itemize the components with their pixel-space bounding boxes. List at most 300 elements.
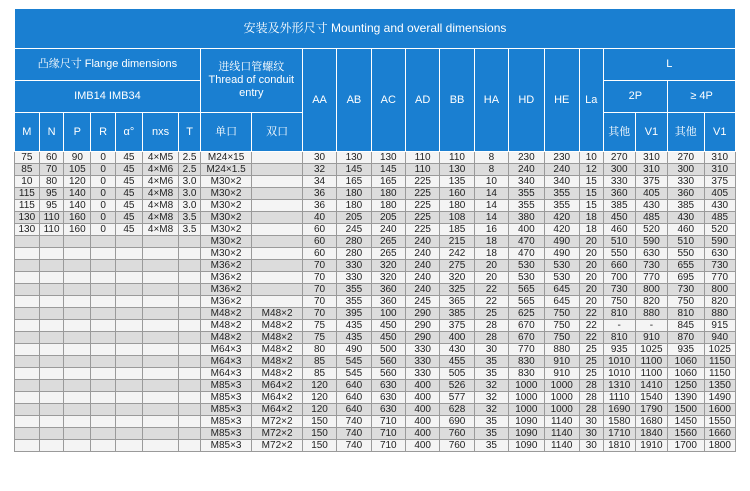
table-cell bbox=[91, 272, 116, 284]
table-cell: 185 bbox=[440, 224, 474, 236]
table-cell: 240 bbox=[544, 164, 579, 176]
table-cell: 655 bbox=[668, 260, 705, 272]
table-cell: 830 bbox=[509, 356, 544, 368]
table-cell: 245 bbox=[337, 224, 371, 236]
table-cell: 36 bbox=[302, 188, 336, 200]
table-cell: 505 bbox=[440, 368, 474, 380]
table-cell: 740 bbox=[337, 416, 371, 428]
table-cell: M48×2 bbox=[252, 344, 302, 356]
table-cell bbox=[91, 392, 116, 404]
table-cell: 375 bbox=[704, 176, 735, 188]
table-cell: 430 bbox=[635, 200, 667, 212]
col-P: P bbox=[64, 113, 91, 152]
table-cell: 800 bbox=[704, 284, 735, 296]
table-cell: 75 bbox=[302, 320, 336, 332]
table-cell: 770 bbox=[704, 272, 735, 284]
table-cell bbox=[91, 296, 116, 308]
col-BB: BB bbox=[440, 49, 474, 152]
table-cell: 4×M8 bbox=[142, 212, 179, 224]
table-cell bbox=[142, 260, 179, 272]
table-cell: 115 bbox=[15, 188, 40, 200]
table-cell: M64×3 bbox=[200, 368, 252, 380]
table-cell: 110 bbox=[440, 152, 474, 164]
table-cell: M30×2 bbox=[200, 236, 252, 248]
table-cell: 1390 bbox=[668, 392, 705, 404]
table-cell bbox=[142, 320, 179, 332]
table-cell bbox=[91, 428, 116, 440]
table-cell: 25 bbox=[579, 356, 603, 368]
table-cell bbox=[15, 320, 40, 332]
table-cell: 45 bbox=[115, 176, 142, 188]
table-cell bbox=[15, 428, 40, 440]
table-cell: 18 bbox=[474, 236, 508, 248]
table-cell bbox=[91, 284, 116, 296]
table-cell: M48×2 bbox=[200, 332, 252, 344]
table-header bbox=[15, 9, 736, 152]
table-cell: 22 bbox=[474, 296, 508, 308]
table-cell: 1100 bbox=[635, 368, 667, 380]
table-cell bbox=[142, 428, 179, 440]
table-cell: 22 bbox=[579, 320, 603, 332]
table-cell: 28 bbox=[579, 392, 603, 404]
table-cell: 430 bbox=[704, 200, 735, 212]
table-cell: 0 bbox=[91, 200, 116, 212]
table-cell: 550 bbox=[603, 248, 635, 260]
table-cell: 565 bbox=[509, 284, 544, 296]
table-cell: 25 bbox=[579, 344, 603, 356]
table-cell: 820 bbox=[704, 296, 735, 308]
table-cell: 760 bbox=[440, 428, 474, 440]
table-cell bbox=[142, 416, 179, 428]
table-cell: 130 bbox=[337, 152, 371, 164]
table-cell: 8 bbox=[474, 164, 508, 176]
table-cell: 90 bbox=[64, 152, 91, 164]
table-cell: M85×3 bbox=[200, 428, 252, 440]
table-cell: 455 bbox=[440, 356, 474, 368]
table-cell: 28 bbox=[474, 332, 508, 344]
table-cell: 85 bbox=[15, 164, 40, 176]
table-cell: 160 bbox=[64, 224, 91, 236]
table-cell: 15 bbox=[579, 176, 603, 188]
table-row bbox=[15, 176, 736, 188]
col-N: N bbox=[39, 113, 64, 152]
table-cell: 145 bbox=[337, 164, 371, 176]
table-cell: 400 bbox=[509, 224, 544, 236]
table-cell bbox=[252, 176, 302, 188]
table-cell bbox=[39, 428, 64, 440]
table-cell: 265 bbox=[371, 248, 405, 260]
table-cell: 520 bbox=[704, 224, 735, 236]
table-cell: 240 bbox=[405, 284, 439, 296]
table-cell: 400 bbox=[405, 440, 439, 452]
table-cell: 70 bbox=[39, 164, 64, 176]
table-cell: 630 bbox=[704, 248, 735, 260]
table-cell: 375 bbox=[440, 320, 474, 332]
table-cell bbox=[15, 392, 40, 404]
table-cell: 355 bbox=[337, 296, 371, 308]
table-row bbox=[15, 152, 736, 164]
table-cell: 1710 bbox=[603, 428, 635, 440]
table-cell: 360 bbox=[668, 188, 705, 200]
table-cell: M36×2 bbox=[200, 284, 252, 296]
table-cell: 730 bbox=[668, 284, 705, 296]
table-cell: 750 bbox=[668, 296, 705, 308]
table-cell: 20 bbox=[474, 272, 508, 284]
table-cell bbox=[39, 320, 64, 332]
table-cell: 670 bbox=[509, 320, 544, 332]
table-cell bbox=[64, 392, 91, 404]
table-cell bbox=[142, 236, 179, 248]
table-cell bbox=[91, 308, 116, 320]
table-cell: 1310 bbox=[603, 380, 635, 392]
flange-types-header: IMB14 IMB34 bbox=[15, 81, 201, 113]
table-cell: 30 bbox=[474, 344, 508, 356]
table-cell bbox=[64, 296, 91, 308]
table-cell bbox=[179, 344, 200, 356]
table-cell: 640 bbox=[337, 404, 371, 416]
table-cell: 880 bbox=[635, 308, 667, 320]
table-cell: 3.5 bbox=[179, 212, 200, 224]
col-4p-other: 其他 bbox=[668, 113, 705, 152]
table-cell: 120 bbox=[302, 404, 336, 416]
table-cell bbox=[179, 320, 200, 332]
table-cell: 730 bbox=[603, 284, 635, 296]
table-cell: 880 bbox=[544, 344, 579, 356]
table-cell bbox=[91, 440, 116, 452]
table-cell: 730 bbox=[635, 260, 667, 272]
table-cell: 430 bbox=[440, 344, 474, 356]
table-cell: 400 bbox=[405, 380, 439, 392]
table-cell: 120 bbox=[302, 392, 336, 404]
table-cell: 340 bbox=[544, 176, 579, 188]
table-cell: 430 bbox=[668, 212, 705, 224]
table-cell: 20 bbox=[579, 296, 603, 308]
table-cell: 275 bbox=[440, 260, 474, 272]
table-cell: 365 bbox=[440, 296, 474, 308]
table-cell: 300 bbox=[668, 164, 705, 176]
table-cell: 110 bbox=[405, 152, 439, 164]
table-cell bbox=[179, 368, 200, 380]
table-cell: 385 bbox=[440, 308, 474, 320]
table-cell: 910 bbox=[544, 356, 579, 368]
table-cell: 0 bbox=[91, 212, 116, 224]
table-cell: 30 bbox=[302, 152, 336, 164]
dimensions-table bbox=[14, 8, 736, 452]
table-cell: 18 bbox=[579, 212, 603, 224]
table-cell bbox=[115, 308, 142, 320]
table-cell: 545 bbox=[337, 356, 371, 368]
table-cell: 140 bbox=[64, 188, 91, 200]
table-cell: 145 bbox=[371, 164, 405, 176]
table-cell: 225 bbox=[405, 200, 439, 212]
table-cell: 180 bbox=[440, 200, 474, 212]
table-cell: 405 bbox=[704, 188, 735, 200]
table-cell: 770 bbox=[509, 344, 544, 356]
table-cell: 310 bbox=[635, 152, 667, 164]
table-row bbox=[15, 320, 736, 332]
table-cell: 35 bbox=[474, 428, 508, 440]
table-cell: 240 bbox=[509, 164, 544, 176]
table-cell bbox=[15, 272, 40, 284]
table-cell bbox=[15, 308, 40, 320]
table-cell: M64×2 bbox=[252, 380, 302, 392]
table-cell: 625 bbox=[509, 308, 544, 320]
table-cell bbox=[91, 320, 116, 332]
table-cell: 270 bbox=[603, 152, 635, 164]
table-cell bbox=[179, 332, 200, 344]
table-cell bbox=[39, 440, 64, 452]
table-cell bbox=[252, 272, 302, 284]
table-cell: 1150 bbox=[704, 356, 735, 368]
table-cell: 108 bbox=[440, 212, 474, 224]
table-cell bbox=[64, 416, 91, 428]
table-cell: 28 bbox=[579, 404, 603, 416]
table-cell: 830 bbox=[509, 368, 544, 380]
col-M: M bbox=[15, 113, 40, 152]
table-cell: 60 bbox=[39, 152, 64, 164]
col-R: R bbox=[91, 113, 116, 152]
table-cell bbox=[91, 236, 116, 248]
table-cell: 1800 bbox=[704, 440, 735, 452]
table-row bbox=[15, 296, 736, 308]
table-cell: 1000 bbox=[509, 404, 544, 416]
table-cell: 470 bbox=[509, 236, 544, 248]
table-cell: 20 bbox=[474, 260, 508, 272]
table-cell: M85×3 bbox=[200, 440, 252, 452]
table-cell: 695 bbox=[668, 272, 705, 284]
table-cell: 18 bbox=[579, 224, 603, 236]
table-cell: 1025 bbox=[635, 344, 667, 356]
table-row bbox=[15, 188, 736, 200]
table-cell: 35 bbox=[474, 416, 508, 428]
table-cell bbox=[179, 392, 200, 404]
table-cell bbox=[91, 368, 116, 380]
table-cell: 340 bbox=[509, 176, 544, 188]
table-cell: 420 bbox=[544, 212, 579, 224]
table-cell: 360 bbox=[371, 284, 405, 296]
table-cell: M30×2 bbox=[200, 248, 252, 260]
table-cell bbox=[115, 296, 142, 308]
table-cell: 1060 bbox=[668, 368, 705, 380]
table-cell: 15 bbox=[579, 188, 603, 200]
table-cell: 130 bbox=[440, 164, 474, 176]
table-cell: 130 bbox=[15, 212, 40, 224]
table-cell bbox=[115, 284, 142, 296]
table-cell: 1350 bbox=[704, 380, 735, 392]
table-cell: 240 bbox=[405, 236, 439, 248]
table-cell: 760 bbox=[440, 440, 474, 452]
table-cell: 1140 bbox=[544, 416, 579, 428]
table-cell: 810 bbox=[603, 308, 635, 320]
table-cell: 330 bbox=[603, 176, 635, 188]
table-cell bbox=[91, 332, 116, 344]
table-cell: 1410 bbox=[635, 380, 667, 392]
table-cell bbox=[142, 392, 179, 404]
table-cell: 85 bbox=[302, 356, 336, 368]
table-cell: 630 bbox=[371, 380, 405, 392]
table-cell: 1000 bbox=[509, 392, 544, 404]
col-AA: AA bbox=[302, 49, 336, 152]
table-cell: 1060 bbox=[668, 356, 705, 368]
table-cell: 935 bbox=[603, 344, 635, 356]
table-cell bbox=[179, 404, 200, 416]
table-cell: 810 bbox=[603, 332, 635, 344]
table-cell: 110 bbox=[39, 212, 64, 224]
flange-dimensions-header: 凸缘尺寸 Flange dimensions bbox=[15, 49, 201, 81]
table-cell: 710 bbox=[371, 428, 405, 440]
table-cell bbox=[15, 416, 40, 428]
table-cell: 20 bbox=[579, 260, 603, 272]
table-cell: M85×3 bbox=[200, 392, 252, 404]
table-cell: 160 bbox=[64, 212, 91, 224]
table-cell: 1100 bbox=[635, 356, 667, 368]
table-cell bbox=[115, 404, 142, 416]
table-row bbox=[15, 392, 736, 404]
table-cell: 60 bbox=[302, 224, 336, 236]
table-cell: 385 bbox=[603, 200, 635, 212]
table-cell: 845 bbox=[668, 320, 705, 332]
table-cell: 14 bbox=[474, 212, 508, 224]
table-cell: 460 bbox=[668, 224, 705, 236]
table-cell: 420 bbox=[544, 224, 579, 236]
table-cell bbox=[15, 440, 40, 452]
table-cell bbox=[64, 308, 91, 320]
table-cell: M36×2 bbox=[200, 272, 252, 284]
table-row bbox=[15, 224, 736, 236]
table-cell bbox=[115, 356, 142, 368]
table-cell: 36 bbox=[302, 200, 336, 212]
table-cell bbox=[115, 236, 142, 248]
table-cell: 560 bbox=[371, 356, 405, 368]
table-cell bbox=[39, 380, 64, 392]
table-cell: 180 bbox=[337, 200, 371, 212]
table-cell: 45 bbox=[115, 152, 142, 164]
table-cell bbox=[179, 260, 200, 272]
table-cell bbox=[142, 368, 179, 380]
table-cell: 820 bbox=[635, 296, 667, 308]
table-cell bbox=[252, 248, 302, 260]
col-AC: AC bbox=[371, 49, 405, 152]
table-cell: 150 bbox=[302, 440, 336, 452]
table-cell bbox=[142, 344, 179, 356]
table-cell: 700 bbox=[603, 272, 635, 284]
table-row bbox=[15, 248, 736, 260]
table-cell: 300 bbox=[603, 164, 635, 176]
table-cell: 660 bbox=[603, 260, 635, 272]
table-cell: 4×M6 bbox=[142, 164, 179, 176]
table-cell: 20 bbox=[579, 272, 603, 284]
table-cell: 1110 bbox=[603, 392, 635, 404]
table-cell: 450 bbox=[371, 320, 405, 332]
table-cell: 375 bbox=[635, 176, 667, 188]
col-2p-v1: V1 bbox=[635, 113, 667, 152]
table-cell: 32 bbox=[474, 380, 508, 392]
table-cell bbox=[115, 428, 142, 440]
table-cell bbox=[179, 236, 200, 248]
table-cell: 70 bbox=[302, 296, 336, 308]
table-cell: 630 bbox=[371, 392, 405, 404]
table-cell: 180 bbox=[371, 188, 405, 200]
table-cell: 3.5 bbox=[179, 224, 200, 236]
table-cell: M24×1.5 bbox=[200, 164, 252, 176]
table-cell: 165 bbox=[337, 176, 371, 188]
col-AD: AD bbox=[405, 49, 439, 152]
table-cell bbox=[142, 332, 179, 344]
table-cell bbox=[115, 416, 142, 428]
table-cell: 140 bbox=[64, 200, 91, 212]
pole-2p-header: 2P bbox=[603, 81, 667, 113]
table-cell: 0 bbox=[91, 176, 116, 188]
table-row bbox=[15, 428, 736, 440]
col-T: T bbox=[179, 113, 200, 152]
table-cell: 16 bbox=[474, 224, 508, 236]
table-cell: 280 bbox=[337, 248, 371, 260]
table-cell: 395 bbox=[337, 308, 371, 320]
table-cell: 22 bbox=[579, 308, 603, 320]
table-cell: 810 bbox=[668, 308, 705, 320]
table-cell: 1140 bbox=[544, 428, 579, 440]
table-cell: 330 bbox=[337, 260, 371, 272]
table-cell bbox=[15, 284, 40, 296]
table-cell: 225 bbox=[405, 224, 439, 236]
table-cell: 590 bbox=[704, 236, 735, 248]
table-cell: 18 bbox=[474, 248, 508, 260]
table-cell bbox=[15, 356, 40, 368]
table-cell: 105 bbox=[64, 164, 91, 176]
table-cell: 75 bbox=[15, 152, 40, 164]
table-cell bbox=[39, 392, 64, 404]
table-cell: 32 bbox=[302, 164, 336, 176]
table-cell bbox=[91, 416, 116, 428]
table-cell: 22 bbox=[474, 284, 508, 296]
table-row bbox=[15, 332, 736, 344]
table-cell: 20 bbox=[579, 248, 603, 260]
table-cell bbox=[39, 356, 64, 368]
table-cell: 290 bbox=[405, 320, 439, 332]
table-cell: 230 bbox=[509, 152, 544, 164]
table-cell bbox=[64, 368, 91, 380]
col-alpha: α° bbox=[115, 113, 142, 152]
table-cell: 1550 bbox=[704, 416, 735, 428]
table-cell: M24×15 bbox=[200, 152, 252, 164]
table-cell: 1000 bbox=[544, 380, 579, 392]
table-cell: 355 bbox=[509, 188, 544, 200]
table-row bbox=[15, 440, 736, 452]
table-cell: 1490 bbox=[704, 392, 735, 404]
table-cell bbox=[39, 260, 64, 272]
table-cell: 670 bbox=[509, 332, 544, 344]
table-cell: 4×M5 bbox=[142, 152, 179, 164]
table-cell: M48×2 bbox=[252, 332, 302, 344]
table-cell: 34 bbox=[302, 176, 336, 188]
table-cell: 45 bbox=[115, 224, 142, 236]
table-cell: M48×2 bbox=[252, 356, 302, 368]
table-row bbox=[15, 368, 736, 380]
table-cell: 1700 bbox=[668, 440, 705, 452]
col-AB: AB bbox=[337, 49, 371, 152]
table-cell bbox=[15, 332, 40, 344]
table-cell: 1090 bbox=[509, 416, 544, 428]
table-cell: 75 bbox=[302, 332, 336, 344]
table-cell bbox=[91, 404, 116, 416]
table-cell: 1580 bbox=[603, 416, 635, 428]
table-cell: 400 bbox=[405, 404, 439, 416]
col-HE: HE bbox=[544, 49, 579, 152]
table-cell: M64×3 bbox=[200, 344, 252, 356]
table-cell: 435 bbox=[337, 332, 371, 344]
table-cell: 4×M6 bbox=[142, 176, 179, 188]
col-4p-v1: V1 bbox=[704, 113, 735, 152]
